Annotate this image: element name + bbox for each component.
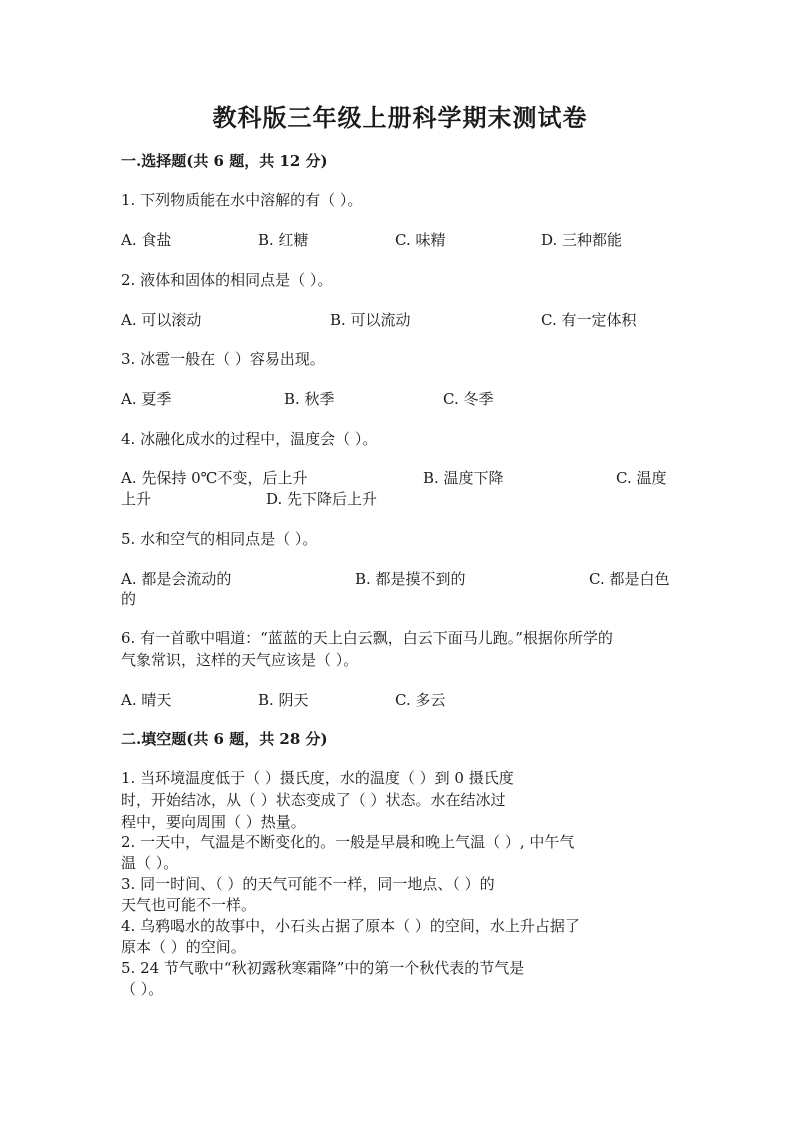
question-stem: 5. 水和空气的相同点是（ ）。 xyxy=(121,530,318,548)
page-title: 教科版三年级上册科学期末测试卷 xyxy=(212,103,588,132)
option-d: D. 先下降后上升 xyxy=(266,490,378,508)
option-c: C. 都是白色 xyxy=(589,570,670,588)
fill-line: 5. 24 节气歌中“秋初露秋寒霜降”中的第一个秋代表的节气是 xyxy=(121,959,525,977)
option-a: A. 食盐 xyxy=(121,231,172,249)
option-a: A. 晴天 xyxy=(121,691,172,709)
option-c: C. 冬季 xyxy=(443,390,494,408)
option-c: C. 温度 xyxy=(616,469,667,487)
option-c-continued: 上升 xyxy=(121,490,152,508)
fill-line: 1. 当环境温度低于（ ）摄氏度，水的温度（ ）到 0 摄氏度 xyxy=(121,769,514,787)
option-a: A. 夏季 xyxy=(121,390,172,408)
option-d: D. 三种都能 xyxy=(541,231,623,249)
question-stem-line: 气象常识，这样的天气应该是（ ）。 xyxy=(121,651,359,669)
question-stem: 3. 冰雹一般在（ ）容易出现。 xyxy=(121,350,325,368)
section-heading-fill: 二.填空题(共 6 题，共 28 分) xyxy=(121,730,328,748)
option-c: C. 有一定体积 xyxy=(541,311,637,329)
fill-line: 原本（ ）的空间。 xyxy=(121,938,246,956)
fill-line: 4. 乌鸦喝水的故事中，小石头占据了原本（ ）的空间，水上升占据了 xyxy=(121,917,580,935)
fill-line: （ ）。 xyxy=(121,980,164,998)
question-stem: 1. 下列物质能在水中溶解的有（ ）。 xyxy=(121,191,363,209)
option-b: B. 都是摸不到的 xyxy=(355,570,466,588)
fill-line: 时，开始结冰，从（ ）状态变成了（ ）状态。水在结冰过 xyxy=(121,791,506,809)
question-stem-line: 6. 有一首歌中唱道：“蓝蓝的天上白云飘，白云下面马儿跑。”根据你所学的 xyxy=(121,629,613,647)
fill-line: 天气也可能不一样。 xyxy=(121,896,257,914)
fill-line: 2. 一天中，气温是不断变化的。一般是早晨和晚上气温（ ）, 中午气 xyxy=(121,833,575,851)
option-c: C. 多云 xyxy=(395,691,446,709)
option-c-continued: 的 xyxy=(121,590,137,608)
question-stem: 4. 冰融化成水的过程中，温度会（ ）。 xyxy=(121,430,378,448)
option-a: A. 先保持 0℃不变，后上升 xyxy=(121,469,308,487)
fill-line: 3. 同一时间、（ ）的天气可能不一样，同一地点、（ ）的 xyxy=(121,875,495,893)
option-b: B. 红糖 xyxy=(258,231,309,249)
fill-line: 温（ ）。 xyxy=(121,854,179,872)
option-c: C. 味精 xyxy=(395,231,446,249)
option-b: B. 温度下降 xyxy=(423,469,504,487)
question-stem: 2. 液体和固体的相同点是（ ）。 xyxy=(121,271,333,289)
option-a: A. 都是会流动的 xyxy=(121,570,232,588)
fill-line: 程中，要向周围（ ）热量。 xyxy=(121,813,306,831)
option-b: B. 秋季 xyxy=(284,390,335,408)
section-heading-choice: 一.选择题(共 6 题，共 12 分) xyxy=(121,152,328,170)
option-b: B. 阴天 xyxy=(258,691,309,709)
option-b: B. 可以流动 xyxy=(330,311,411,329)
option-a: A. 可以滚动 xyxy=(121,311,202,329)
